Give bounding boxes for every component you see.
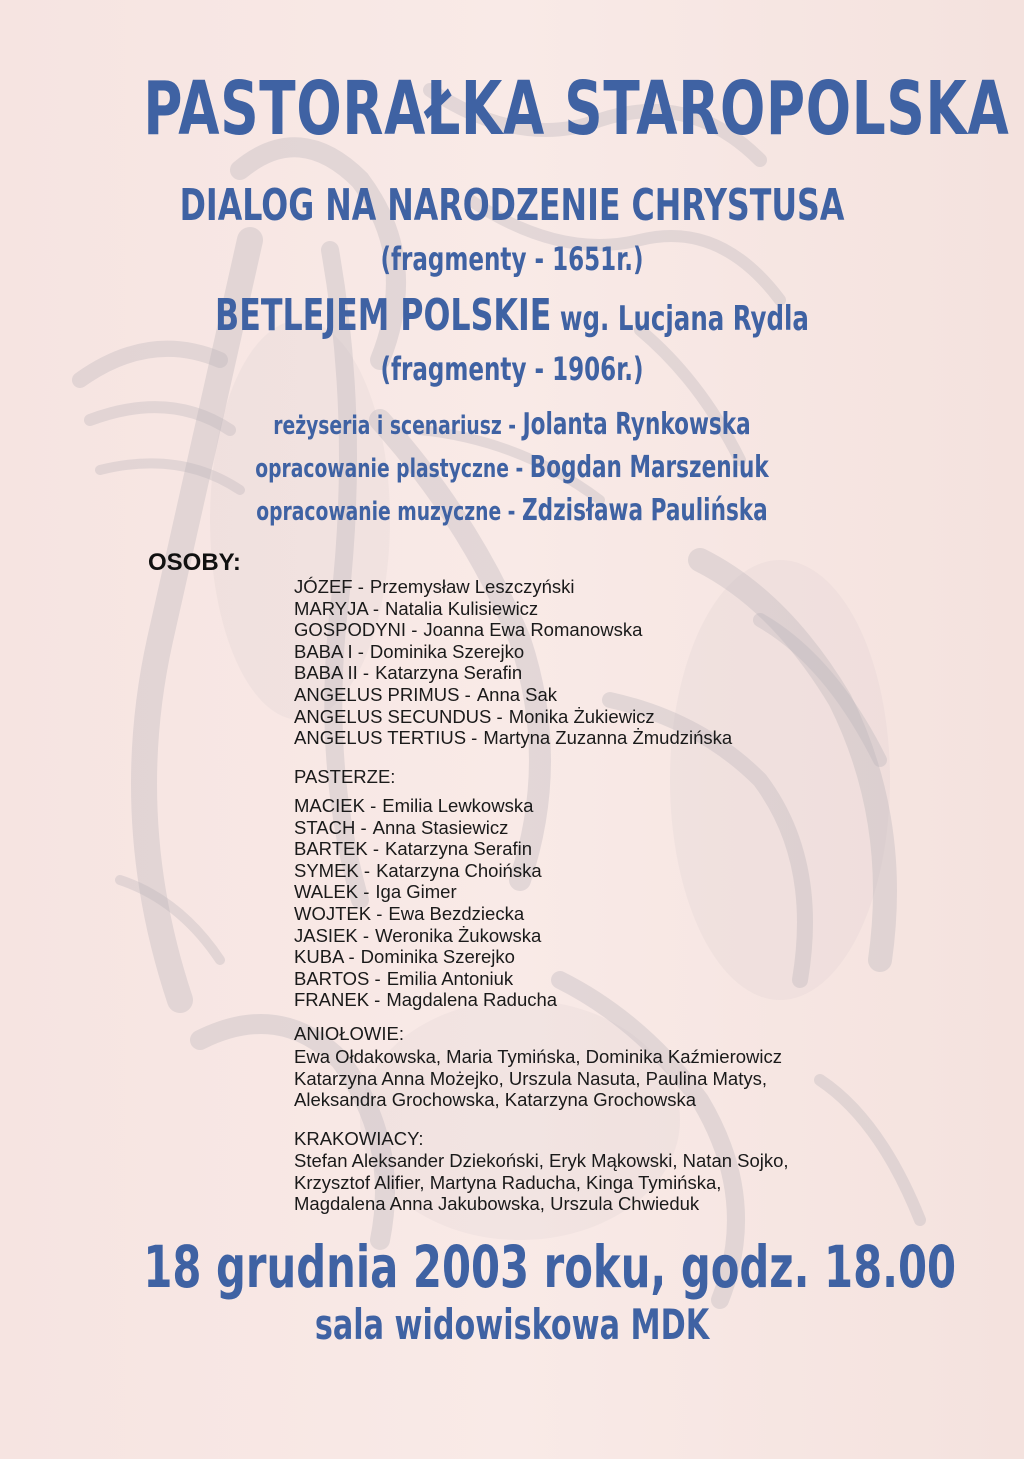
cast-row: JÓZEF - Przemysław Leszczyński <box>294 576 575 597</box>
subtitle-betlejem-note: (fragmenty - 1906r.) <box>380 350 644 388</box>
credit-role: opracowanie muzyczne - <box>256 497 522 527</box>
subtitle-betlejem-author: wg. Lucjana Rydla <box>551 299 809 339</box>
shepherds-heading: PASTERZE: <box>294 766 396 787</box>
main-cast-list <box>294 576 732 749</box>
names-line: Stefan Aleksander Dziekoński, Eryk Mąkowski, Natan Sojko, <box>294 1150 789 1171</box>
names-line: Aleksandra Grochowska, Katarzyna Grochowska <box>294 1089 697 1111</box>
credit-name: Zdzisława Paulińska <box>521 493 768 528</box>
krakowiacy-heading: KRAKOWIACY: <box>294 1128 424 1149</box>
names-line: Krzysztof Alifier, Martyna Raducha, Kinga Tymińska, <box>294 1171 722 1193</box>
angels-list <box>294 1046 782 1111</box>
credit-role: reżyseria i scenariusz - <box>273 411 523 441</box>
credit-art <box>143 450 880 485</box>
cast-row: MARYJA - Natalia Kulisiewicz <box>294 597 539 619</box>
cast-heading: OSOBY: <box>148 549 241 576</box>
cast-row: KUBA - Dominika Szerejko <box>294 946 515 968</box>
credit-role: opracowanie plastyczne - <box>255 454 530 484</box>
names-line: Ewa Ołdakowska, Maria Tymińska, Dominika Kaźmierowicz <box>294 1046 783 1067</box>
credit-name: Bogdan Marszeniuk <box>529 450 769 485</box>
subtitle-betlejem <box>143 290 880 341</box>
cast-row: ANGELUS SECUNDUS - Monika Żukiewicz <box>294 705 655 727</box>
poster-title: PASTORAŁKA STAROPOLSKA <box>143 66 1010 152</box>
event-venue: sala widowiskowa MDK <box>314 1300 710 1349</box>
cast-row: MACIEK - Emilia Lewkowska <box>294 795 534 816</box>
cast-row: BARTEK - Katarzyna Serafin <box>294 838 533 860</box>
cast-row: FRANEK - Magdalena Raducha <box>294 989 558 1011</box>
cast-row: BABA II - Katarzyna Serafin <box>294 662 523 684</box>
shepherds-list <box>294 795 557 1011</box>
credit-name: Jolanta Rynkowska <box>522 407 751 442</box>
names-line: Katarzyna Anna Możejko, Urszula Nasuta, Paulina Matys, <box>294 1067 768 1089</box>
cast-row: ANGELUS TERTIUS - Martyna Zuzanna Żmudzińska <box>294 727 733 749</box>
cast-row: JASIEK - Weronika Żukowska <box>294 924 542 946</box>
credit-music <box>143 493 880 528</box>
cast-row: WALEK - Iga Gimer <box>294 881 457 903</box>
cast-row: BARTOS - Emilia Antoniuk <box>294 967 514 989</box>
cast-row: STACH - Anna Stasiewicz <box>294 816 509 838</box>
subtitle-dialog-note: (fragmenty - 1651r.) <box>380 240 644 278</box>
event-date: 18 grudnia 2003 roku, godz. 18.00 <box>143 1233 957 1301</box>
credit-director <box>143 407 880 442</box>
cast-row: WOJTEK - Ewa Bezdziecka <box>294 902 525 924</box>
subtitle-betlejem-main: BETLEJEM POLSKIE <box>215 290 552 341</box>
names-line: Magdalena Anna Jakubowska, Urszula Chwieduk <box>294 1193 700 1215</box>
angels-heading: ANIOŁOWIE: <box>294 1023 404 1044</box>
krakowiacy-list <box>294 1150 789 1215</box>
cast-row: SYMEK - Katarzyna Choińska <box>294 859 542 881</box>
cast-row: BABA I - Dominika Szerejko <box>294 640 525 662</box>
cast-row: GOSPODYNI - Joanna Ewa Romanowska <box>294 619 643 641</box>
subtitle-dialog: DIALOG NA NARODZENIE CHRYSTUSA <box>179 180 845 231</box>
cast-row: ANGELUS PRIMUS - Anna Sak <box>294 683 558 705</box>
